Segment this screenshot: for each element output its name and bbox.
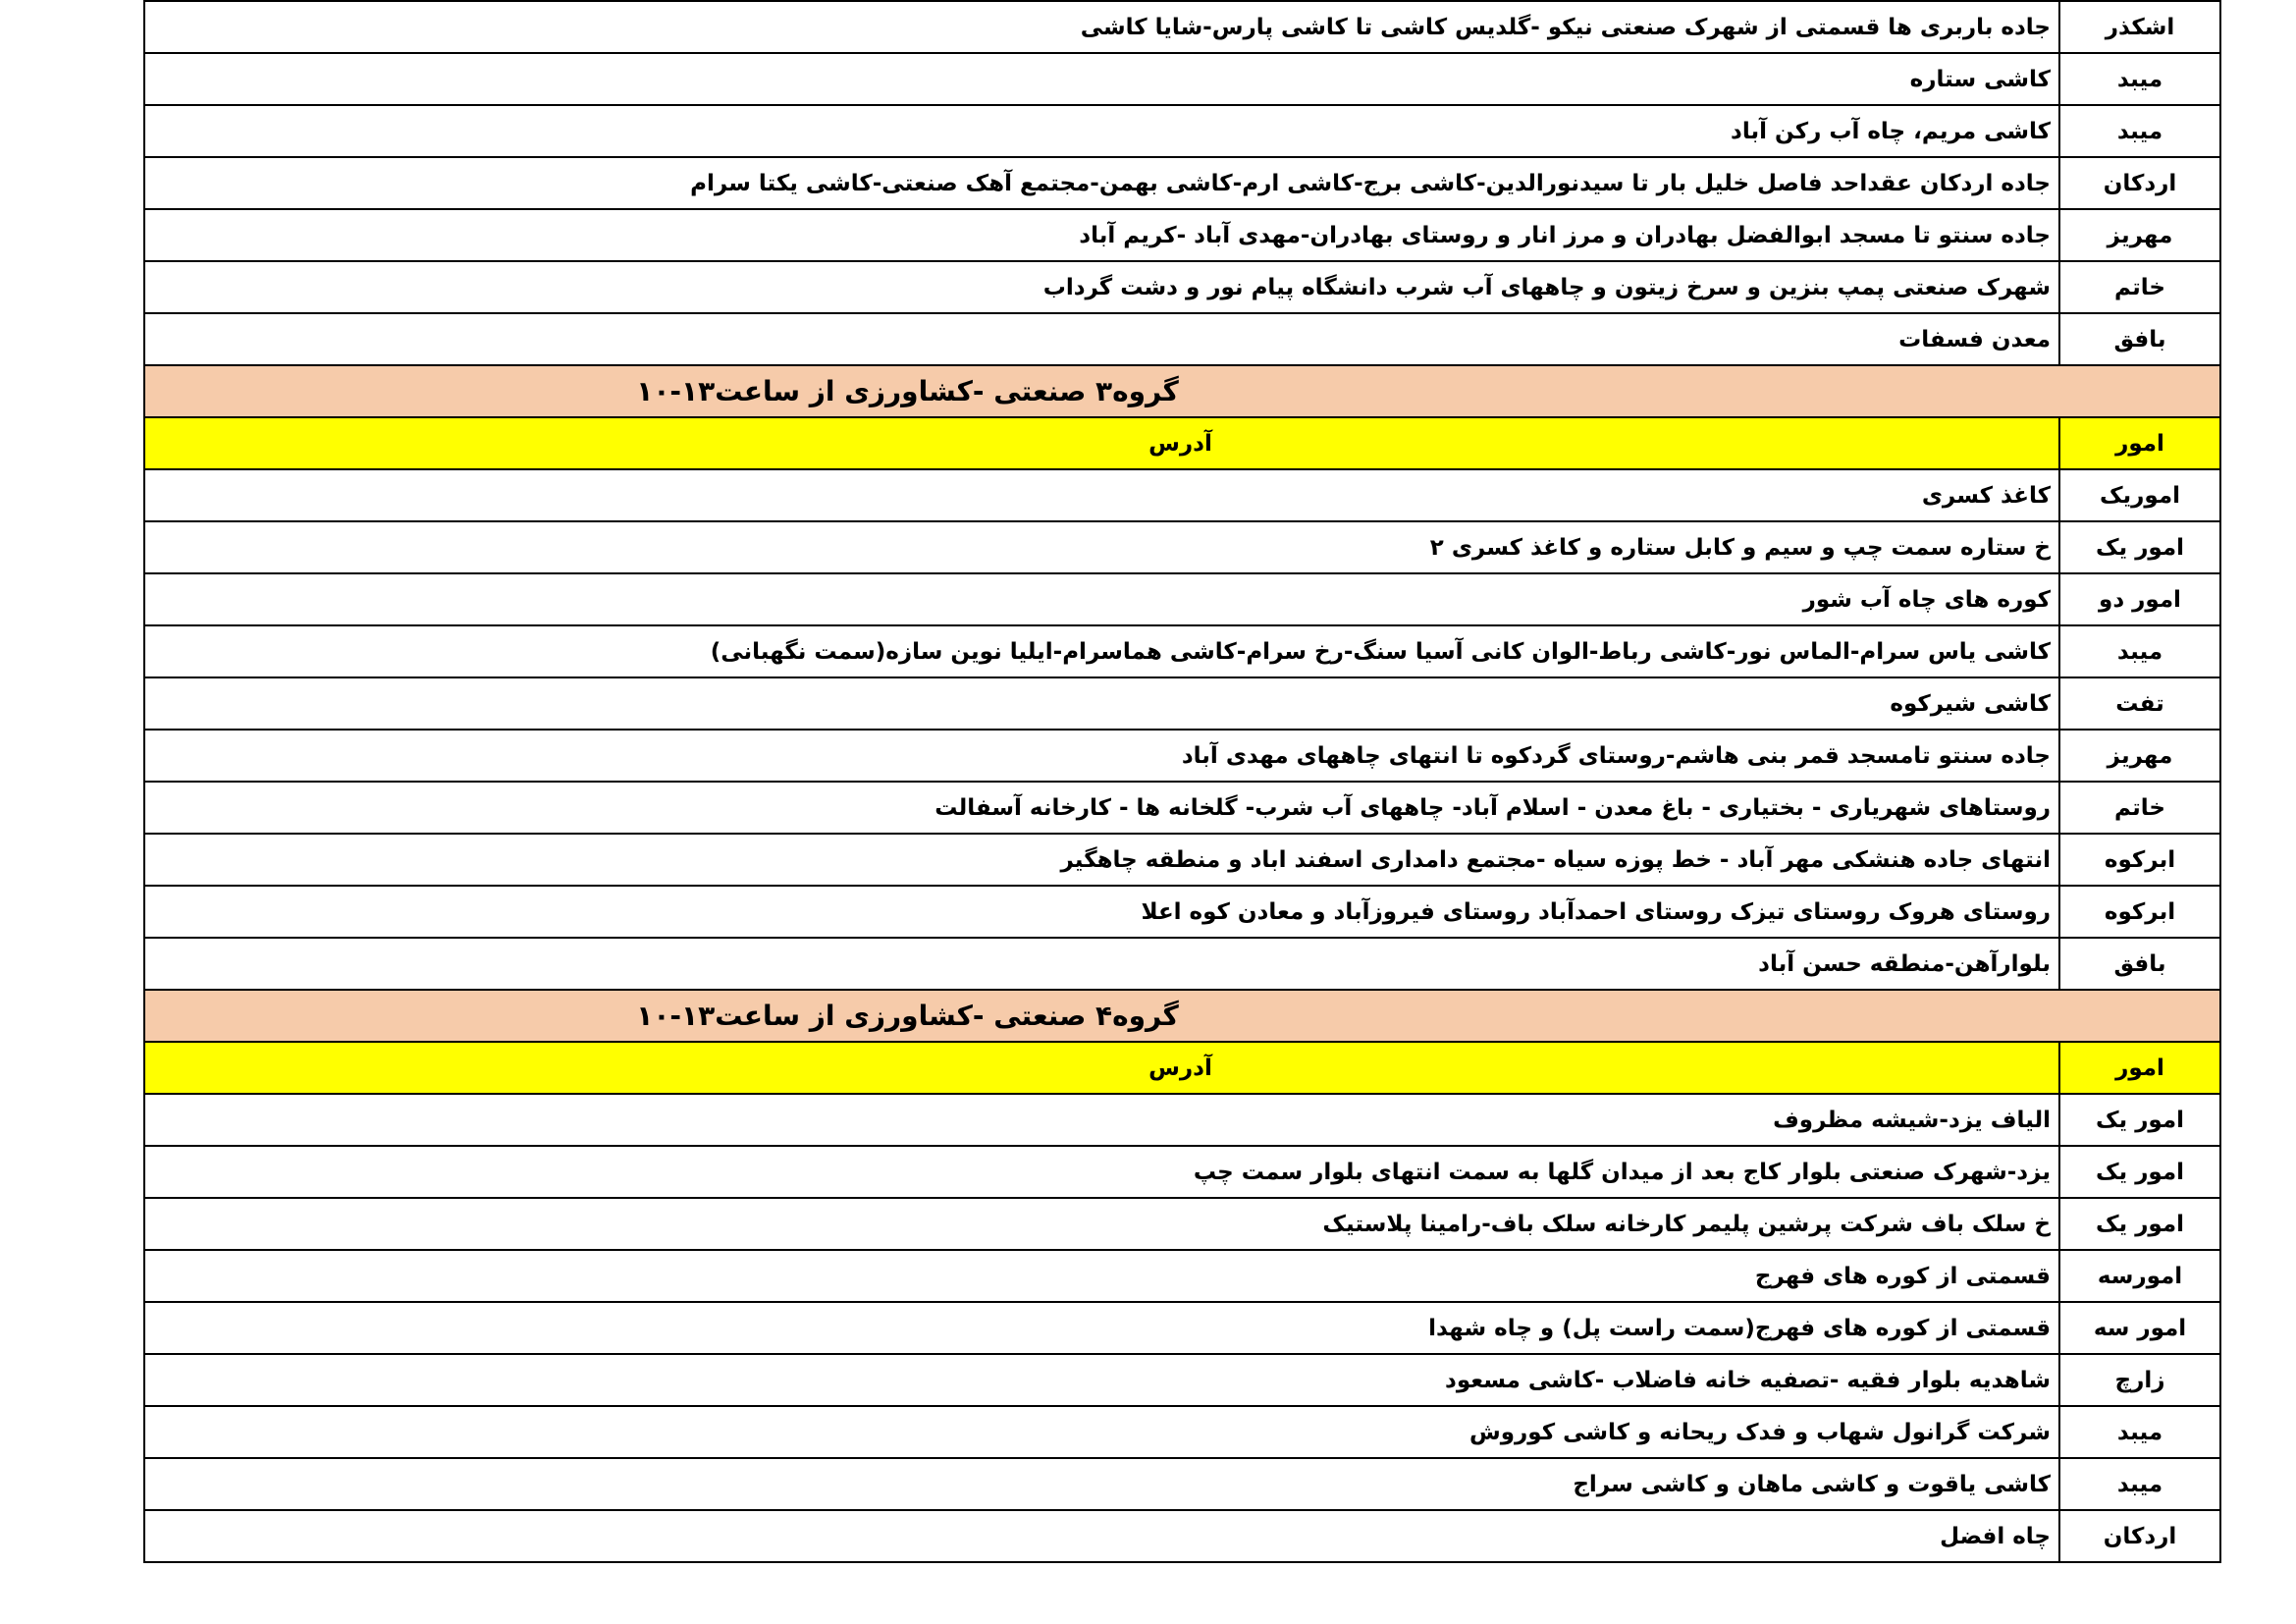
omur-cell: امور یک (2059, 1146, 2220, 1198)
address-cell: کاشی مریم، چاه آب رکن آباد (144, 105, 2059, 157)
table-row (144, 573, 2220, 625)
address-cell: جاده اردکان عقداحد فاصل خلیل بار تا سیدنورالدین-کاشی برج-کاشی ارم-کاشی بهمن-مجتمع آهک صنعتی-کاشی یکتا سرام (144, 157, 2059, 209)
omur-cell: اموریک (2059, 469, 2220, 521)
omur-cell: اشکذر (2059, 1, 2220, 53)
group-4-column-header (144, 1042, 2220, 1094)
address-cell: کاشی ستاره (144, 53, 2059, 105)
omur-cell: امور یک (2059, 1198, 2220, 1250)
omur-cell: میبد (2059, 1458, 2220, 1510)
table-row (144, 313, 2220, 365)
table-row (144, 209, 2220, 261)
omur-cell: امور یک (2059, 521, 2220, 573)
omur-cell: میبد (2059, 1406, 2220, 1458)
table-row (144, 1250, 2220, 1302)
table-row (144, 469, 2220, 521)
omur-header: امور (2059, 1042, 2220, 1094)
table-row (144, 730, 2220, 782)
omur-cell: امور دو (2059, 573, 2220, 625)
address-cell: معدن فسفات (144, 313, 2059, 365)
table-row (144, 1302, 2220, 1354)
group-3-title: گروه۳ صنعتی -کشاورزی از ساعت۱۳-۱۰ (144, 365, 2220, 417)
omur-cell: میبد (2059, 105, 2220, 157)
address-cell: انتهای جاده هنشکی مهر آباد - خط پوزه سیاه -مجتمع دامداری اسفند اباد و منطقه چاهگیر (144, 834, 2059, 886)
omur-cell: بافق (2059, 938, 2220, 990)
table-row (144, 105, 2220, 157)
omur-cell: خاتم (2059, 261, 2220, 313)
outage-schedule-table (143, 0, 2221, 1563)
group-3-title-row (144, 365, 2220, 417)
address-cell: روستای هروک روستای تیزک روستای احمدآباد روستای فیروزآباد و معادن کوه اعلا (144, 886, 2059, 938)
table-row (144, 261, 2220, 313)
table-row (144, 1094, 2220, 1146)
address-cell: چاه افضل (144, 1510, 2059, 1562)
omur-cell: اردکان (2059, 157, 2220, 209)
address-cell: شرکت گرانول شهاب و فدک ریحانه و کاشی کوروش (144, 1406, 2059, 1458)
address-cell: قسمتی از کوره های فهرج (144, 1250, 2059, 1302)
address-cell: خ سلک باف شرکت پرشین پلیمر کارخانه سلک باف-رامینا پلاستیک (144, 1198, 2059, 1250)
table-row (144, 1146, 2220, 1198)
address-header: آدرس (144, 417, 2059, 469)
table-row (144, 1, 2220, 53)
table-row (144, 53, 2220, 105)
omur-cell: مهریز (2059, 209, 2220, 261)
omur-cell: مهریز (2059, 730, 2220, 782)
omur-cell: امورسه (2059, 1250, 2220, 1302)
omur-cell: میبد (2059, 625, 2220, 677)
address-cell: قسمتی از کوره های فهرج(سمت راست پل) و چاه شهدا (144, 1302, 2059, 1354)
omur-cell: تفت (2059, 677, 2220, 730)
address-cell: کاشی یاس سرام-الماس نور-کاشی رباط-الوان کانی آسیا سنگ-رخ سرام-کاشی هماسرام-ایلیا نوین سازه(سمت نگهبانی) (144, 625, 2059, 677)
omur-cell: ابرکوه (2059, 834, 2220, 886)
table-row (144, 834, 2220, 886)
omur-cell: ابرکوه (2059, 886, 2220, 938)
address-cell: جاده باربری ها قسمتی از شهرک صنعتی نیکو -گلدیس کاشی تا کاشی پارس-شایا کاشی (144, 1, 2059, 53)
omur-cell: امور سه (2059, 1302, 2220, 1354)
address-cell: یزد-شهرک صنعتی بلوار کاج بعد از میدان گلها به سمت انتهای بلوار سمت چپ (144, 1146, 2059, 1198)
table-row (144, 521, 2220, 573)
group-3-column-header (144, 417, 2220, 469)
omur-cell: خاتم (2059, 782, 2220, 834)
omur-cell: اردکان (2059, 1510, 2220, 1562)
address-cell: الیاف یزد-شیشه مظروف (144, 1094, 2059, 1146)
table-row (144, 677, 2220, 730)
group-4-title: گروه۴ صنعتی -کشاورزی از ساعت۱۳-۱۰ (144, 990, 2220, 1042)
table-row (144, 886, 2220, 938)
omur-cell: بافق (2059, 313, 2220, 365)
address-header: آدرس (144, 1042, 2059, 1094)
table-row (144, 1458, 2220, 1510)
group-4-title-row (144, 990, 2220, 1042)
table-row (144, 1510, 2220, 1562)
address-cell: جاده سنتو تامسجد قمر بنی هاشم-روستای گردکوه تا انتهای چاههای مهدی آباد (144, 730, 2059, 782)
address-cell: کاغذ کسری (144, 469, 2059, 521)
table-row (144, 938, 2220, 990)
omur-cell: امور یک (2059, 1094, 2220, 1146)
address-cell: بلوارآهن-منطقه حسن آباد (144, 938, 2059, 990)
address-cell: روستاهای شهریاری - بختیاری - باغ معدن - اسلام آباد- چاههای آب شرب- گلخانه ها - کارخانه آسفالت (144, 782, 2059, 834)
omur-cell: زارچ (2059, 1354, 2220, 1406)
table-row (144, 782, 2220, 834)
table-row (144, 1406, 2220, 1458)
address-cell: شهرک صنعتی پمپ بنزین و سرخ زیتون و چاههای آب شرب دانشگاه پیام نور و دشت گرداب (144, 261, 2059, 313)
table-row (144, 625, 2220, 677)
table-row (144, 157, 2220, 209)
address-cell: کوره های چاه آب شور (144, 573, 2059, 625)
address-cell: کاشی یاقوت و کاشی ماهان و کاشی سراج (144, 1458, 2059, 1510)
address-cell: جاده سنتو تا مسجد ابوالفضل بهادران و مرز انار و روستای بهادران-مهدی آباد -کریم آباد (144, 209, 2059, 261)
omur-cell: میبد (2059, 53, 2220, 105)
omur-header: امور (2059, 417, 2220, 469)
address-cell: شاهدیه بلوار فقیه -تصفیه خانه فاضلاب -کاشی مسعود (144, 1354, 2059, 1406)
table-row (144, 1198, 2220, 1250)
table-row (144, 1354, 2220, 1406)
address-cell: کاشی شیرکوه (144, 677, 2059, 730)
address-cell: خ ستاره سمت چپ و سیم و کابل ستاره و کاغذ کسری ۲ (144, 521, 2059, 573)
